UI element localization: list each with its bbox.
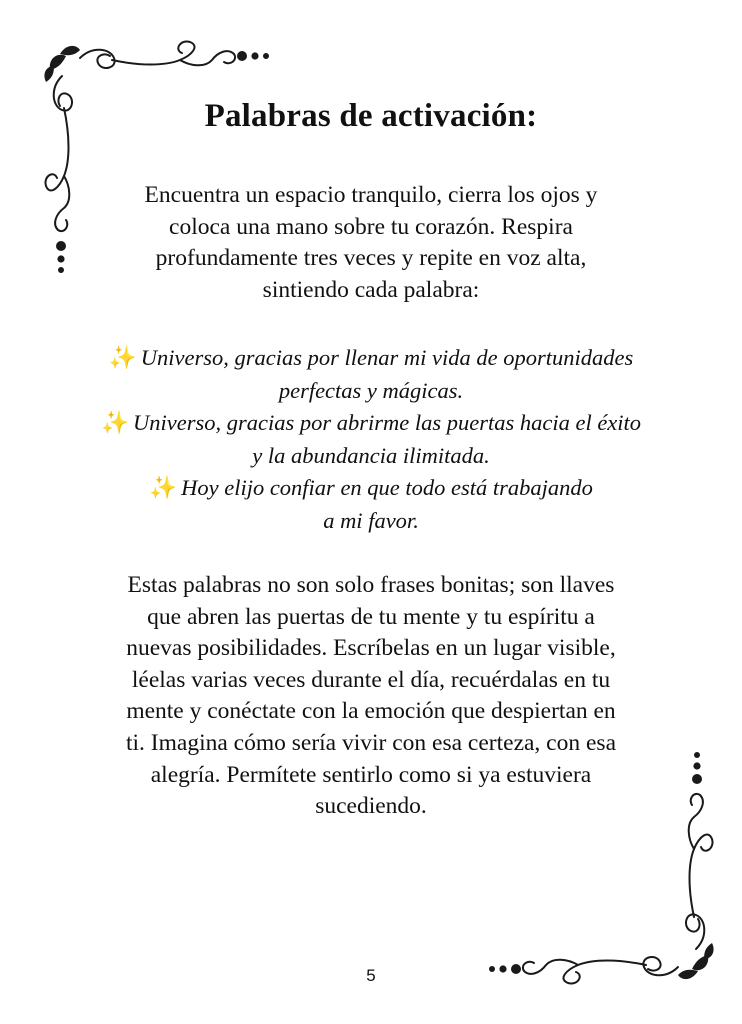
page-title: Palabras de activación: xyxy=(204,98,538,134)
page-number: 5 xyxy=(366,966,376,985)
affirmation-item xyxy=(60,342,682,407)
affirmation-text: Hoy elijo confiar en que todo está trabajando xyxy=(181,475,593,500)
affirmations-list xyxy=(60,342,682,537)
affirmation-text: Universo, gracias por llenar mi vida de oportunidades xyxy=(140,345,634,370)
text-line: Estas palabras no son solo frases bonitas; son llaves xyxy=(127,572,615,598)
text-line: léelas varias veces durante el día, recuérdalas en tu xyxy=(131,666,611,693)
affirmation-item xyxy=(60,472,682,537)
text-line: Encuentra un espacio tranquilo, cierra los ojos y xyxy=(144,182,598,208)
text-line: que abren las puertas de tu mente y tu espíritu a xyxy=(147,603,595,630)
sparkles-icon: ✨ xyxy=(108,345,137,370)
sparkles-icon: ✨ xyxy=(100,410,129,435)
text-line: profundamente tres veces y repite en voz alta, xyxy=(155,245,587,272)
text-line: mente y conéctate con la emoción que despiertan en xyxy=(126,698,616,725)
text-line: coloca una mano sobre tu corazón. Respira xyxy=(169,213,573,240)
affirmation-text: Universo, gracias por abrirme las puertas hacia el éxito xyxy=(132,410,642,435)
text-line: ti. Imagina cómo sería vivir con esa certeza, con esa xyxy=(125,729,616,756)
affirmation-text: y la abundancia ilimitada. xyxy=(252,442,490,468)
text-line: sucediendo. xyxy=(315,793,427,820)
intro-paragraph xyxy=(70,180,672,306)
body-paragraph xyxy=(60,570,682,823)
text-line: alegría. Permítete sentirlo como si ya estuviera xyxy=(150,761,592,788)
sparkles-icon: ✨ xyxy=(149,475,178,500)
text-line: nuevas posibilidades. Escríbelas en un lugar visible, xyxy=(126,635,616,662)
affirmation-item xyxy=(60,407,682,472)
affirmation-text: perfectas y mágicas. xyxy=(278,377,464,403)
text-line: sintiendo cada palabra: xyxy=(262,276,480,303)
affirmation-text: a mi favor. xyxy=(323,507,419,533)
